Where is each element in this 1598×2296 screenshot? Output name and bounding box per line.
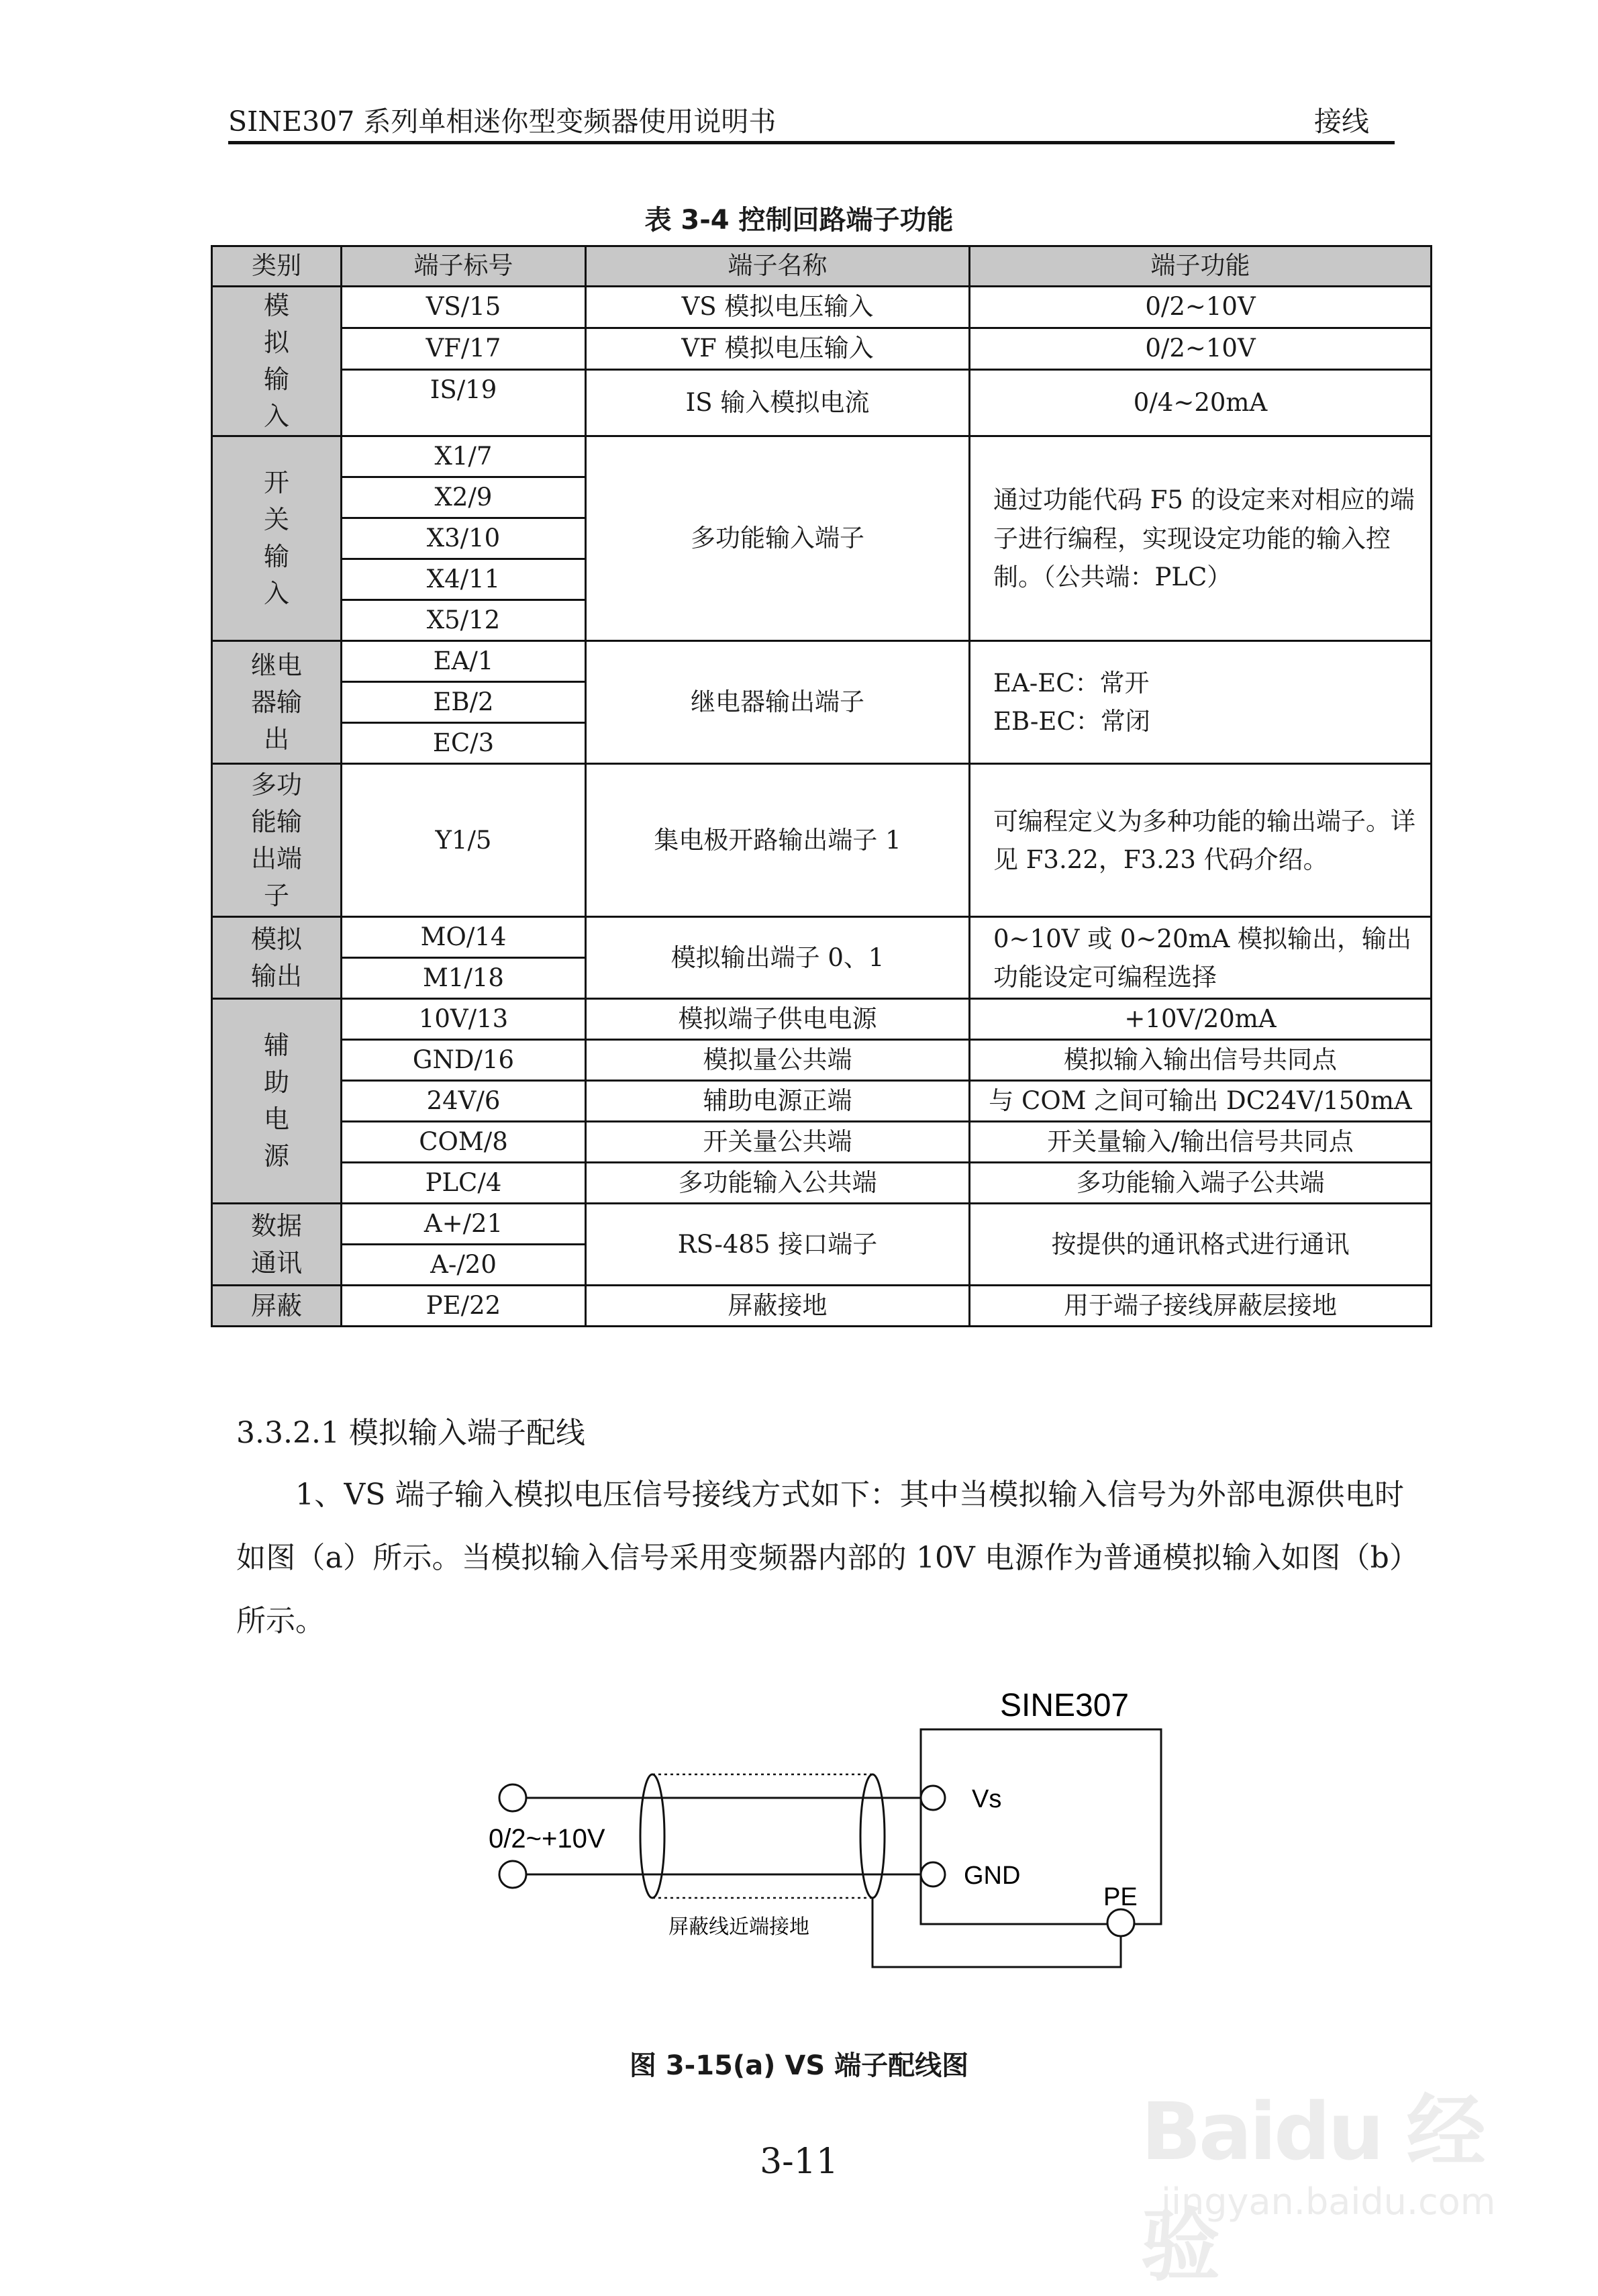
table-row [212,999,1432,1040]
category-cell: 数据 通讯 [212,1204,342,1286]
document-title: SINE307 系列单相迷你型变频器使用说明书 [228,105,777,138]
function-cell: 按提供的通讯格式进行通讯 [970,1204,1432,1286]
terminal-cell: EB/2 [342,682,586,723]
name-cell: 模拟输出端子 0、1 [586,917,970,999]
function-cell: 可编程定义为多种功能的输出端子。详见 F3.22，F3.23 代码介绍。 [970,764,1432,917]
gnd-terminal-label: GND [964,1862,1021,1890]
function-cell: 通过功能代码 F5 的设定来对相应的端子进行编程，实现设定功能的输入控制。（公共端：PLC） [970,436,1432,641]
vs-terminal [921,1786,945,1810]
shield-note: 屏蔽线近端接地 [668,1916,809,1938]
terminal-cell: GND/16 [342,1040,586,1081]
category-cell: 模 拟 输 入 [212,287,342,436]
function-cell: 与 COM 之间可输出 DC24V/150mA [970,1081,1432,1122]
table-row [212,369,1432,436]
table-row [212,287,1432,328]
category-cell: 辅 助 电 源 [212,999,342,1204]
terminal-cell: X4/11 [342,559,586,600]
name-cell: RS-485 接口端子 [586,1204,970,1286]
name-cell: 继电器输出端子 [586,641,970,764]
category-cell: 继电 器输 出 [212,641,342,764]
input-terminal-top [499,1784,526,1811]
terminal-cell: X3/10 [342,518,586,559]
function-cell: 用于端子接线屏蔽层接地 [970,1286,1432,1327]
terminal-cell: IS/19 [342,369,586,436]
table-row [212,764,1432,917]
table-row [212,1081,1432,1122]
section-title: 3.3.2.1 模拟输入端子配线 [236,1416,585,1450]
vs-terminal-label: Vs [972,1785,1002,1813]
shield-ground-wire [872,1898,1121,1967]
table-row [212,436,1432,477]
page-header [228,99,1395,141]
terminal-cell: X1/7 [342,436,586,477]
shield-near-end [640,1774,664,1898]
watermark-logo: Baidu 经验 [1141,2085,1483,2292]
table-title: 表 3-4 控制回路端子功能 [644,205,954,236]
terminal-cell: EC/3 [342,723,586,764]
terminal-cell: PLC/4 [342,1163,586,1204]
vs-wiring-diagram [470,1692,1181,2001]
header-rule [228,141,1395,144]
function-cell: EA-EC：常开 EB-EC：常闭 [970,641,1432,764]
category-cell: 屏蔽 [212,1286,342,1327]
terminal-cell: M1/18 [342,958,586,999]
category-cell: 开 关 输 入 [212,436,342,641]
terminal-cell: PE/22 [342,1286,586,1327]
terminal-cell: Y1/5 [342,764,586,917]
header-category: 类别 [212,246,342,287]
control-terminal-table [211,245,1432,1327]
function-cell: 开关量输入/输出信号共同点 [970,1122,1432,1163]
terminal-cell: 24V/6 [342,1081,586,1122]
section-name: 接线 [1314,105,1369,138]
table-row [212,1163,1432,1204]
function-cell: 模拟输入输出信号共同点 [970,1040,1432,1081]
header-name: 端子名称 [586,246,970,287]
page-number: 3-11 [760,2142,838,2182]
input-terminal-bottom [499,1861,526,1888]
name-cell: 集电极开路输出端子 1 [586,764,970,917]
terminal-cell: A+/21 [342,1204,586,1245]
function-cell: 0~10V 或 0~20mA 模拟输出，输出功能设定可编程选择 [970,917,1432,999]
terminal-cell: VF/17 [342,328,586,369]
name-cell: 模拟量公共端 [586,1040,970,1081]
table-row [212,328,1432,369]
name-cell: 开关量公共端 [586,1122,970,1163]
terminal-cell: VS/15 [342,287,586,328]
table-header-row [212,246,1432,287]
table-row [212,917,1432,958]
name-cell: 多功能输入公共端 [586,1163,970,1204]
category-cell: 模拟 输出 [212,917,342,999]
name-cell: VS 模拟电压输入 [586,287,970,328]
name-cell: 辅助电源正端 [586,1081,970,1122]
function-cell: 0/2~10V [970,328,1432,369]
name-cell: 模拟端子供电电源 [586,999,970,1040]
table-row [212,641,1432,682]
name-cell: 屏蔽接地 [586,1286,970,1327]
body-paragraph: 1、VS 端子输入模拟电压信号接线方式如下：其中当模拟输入信号为外部电源供电时如图（a）所示。当模拟输入信号采用变频器内部的 10V 电源作为普通模拟输入如图（b）所示。 [236,1478,1404,1638]
table-row [212,1122,1432,1163]
table-row [212,1204,1432,1245]
baidu-watermark [1141,2068,1517,2292]
shield-far-end [860,1774,885,1898]
gnd-terminal [921,1862,945,1886]
table-row [212,1286,1432,1327]
watermark-url: jingyan.baidu.com [1161,2181,1496,2223]
function-cell: 0/2~10V [970,287,1432,328]
terminal-cell: A-/20 [342,1245,586,1286]
pe-terminal [1107,1909,1134,1936]
header-terminal: 端子标号 [342,246,586,287]
table-row [212,1040,1432,1081]
name-cell: 多功能输入端子 [586,436,970,641]
function-cell: 多功能输入端子公共端 [970,1163,1432,1204]
name-cell: IS 输入模拟电流 [586,369,970,436]
terminal-cell: COM/8 [342,1122,586,1163]
terminal-cell: X2/9 [342,477,586,518]
terminal-cell: EA/1 [342,641,586,682]
source-voltage-label: 0/2~+10V [489,1824,605,1854]
device-label: SINE307 [1000,1692,1130,1723]
terminal-cell: MO/14 [342,917,586,958]
category-cell: 多功 能输 出端 子 [212,764,342,917]
name-cell: VF 模拟电压输入 [586,328,970,369]
terminal-cell: X5/12 [342,600,586,641]
header-function: 端子功能 [970,246,1432,287]
function-cell: +10V/20mA [970,999,1432,1040]
figure-caption: 图 3-15(a) VS 端子配线图 [629,2050,969,2081]
terminal-cell: 10V/13 [342,999,586,1040]
function-cell: 0/4~20mA [970,369,1432,436]
pe-terminal-label: PE [1103,1883,1138,1911]
